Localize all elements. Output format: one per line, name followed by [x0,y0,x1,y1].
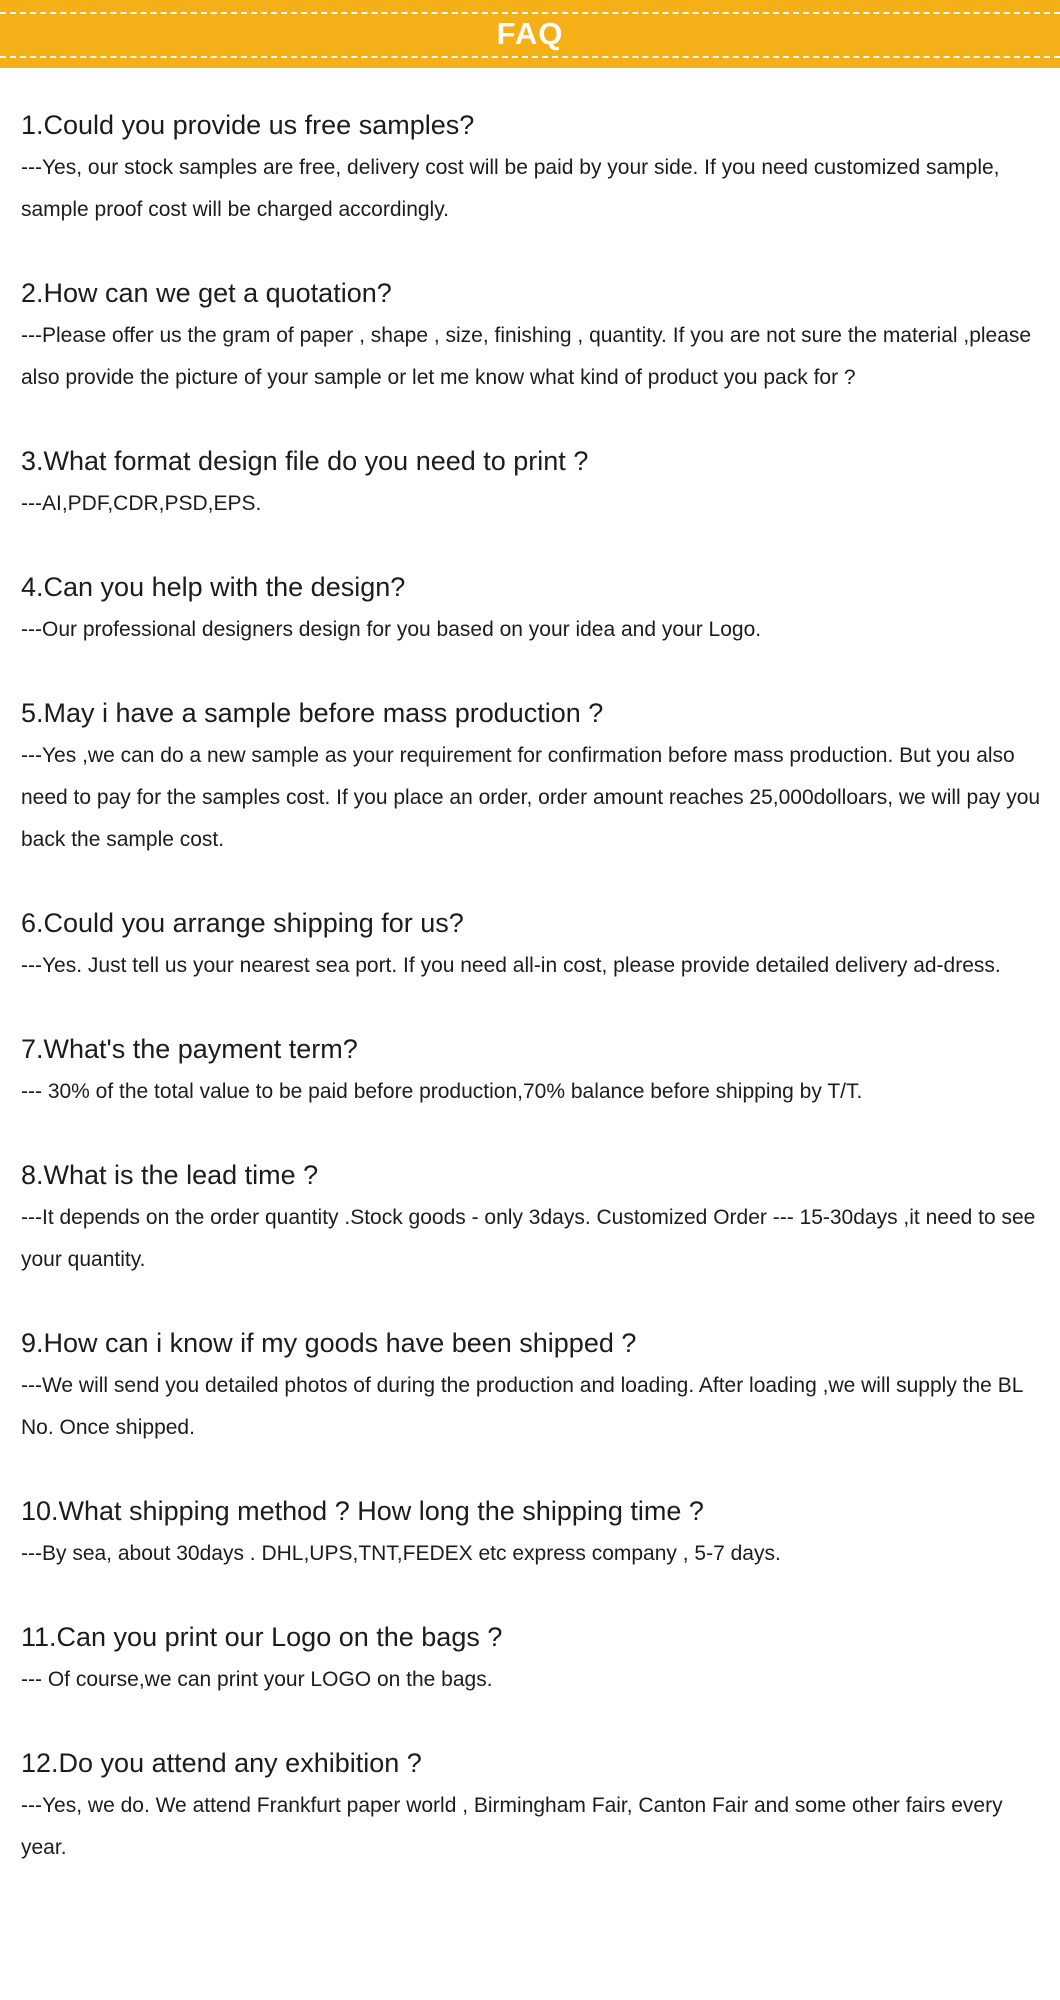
faq-header-banner [0,0,1060,68]
faq-item [21,1030,1046,1113]
faq-question: 9.How can i know if my goods have been shipped ? [21,1328,637,1358]
faq-answer: ---Please offer us the gram of paper , shape , size, finishing , quantity. If you are not sure the material ,please also provide the picture of your sample or let me know what kind of product you pack for ? [21,324,1032,389]
faq-question: 6.Could you arrange shipping for us? [21,908,464,938]
faq-answer: --- 30% of the total value to be paid before production,70% balance before shipping by T/T. [21,1080,863,1103]
faq-question: 11.Can you print our Logo on the bags ? [21,1622,503,1652]
faq-answer: ---Yes, we do. We attend Frankfurt paper world , Birmingham Fair, Canton Fair and some other fairs every year. [21,1794,1003,1859]
faq-item [21,1618,1046,1701]
faq-question: 12.Do you attend any exhibition ? [21,1748,422,1778]
faq-question: 8.What is the lead time ? [21,1160,319,1190]
faq-answer: ---Yes. Just tell us your nearest sea port. If you need all-in cost, please provide detailed delivery ad-dress. [21,954,1001,977]
faq-answer: ---We will send you detailed photos of during the production and loading. After loading ,we will supply the BL No. Once shipped. [21,1374,1023,1439]
faq-question: 10.What shipping method ? How long the shipping time ? [21,1496,704,1526]
faq-question: 4.Can you help with the design? [21,572,406,602]
faq-list [21,106,1046,1912]
faq-item [21,1156,1046,1281]
faq-answer: --- Of course,we can print your LOGO on the bags. [21,1668,493,1691]
faq-answer: ---Our professional designers design for you based on your idea and your Logo. [21,618,762,641]
header-dashed-border-top [0,12,1060,14]
faq-item [21,274,1046,399]
faq-answer: ---It depends on the order quantity .Stock goods - only 3days. Customized Order --- 15-30days ,it need to see your quantity. [21,1206,1036,1271]
faq-item [21,442,1046,525]
page-title: FAQ [496,16,564,51]
faq-item [21,106,1046,231]
faq-question: 1.Could you provide us free samples? [21,110,475,140]
faq-question: 7.What's the payment term? [21,1034,358,1064]
faq-answer: ---AI,PDF,CDR,PSD,EPS. [21,492,262,515]
faq-question: 3.What format design file do you need to print ? [21,446,589,476]
faq-item [21,1744,1046,1869]
faq-question: 2.How can we get a quotation? [21,278,392,308]
faq-question: 5.May i have a sample before mass production ? [21,698,604,728]
faq-answer: ---Yes, our stock samples are free, delivery cost will be paid by your side. If you need customized sample, sample proof cost will be charged accordingly. [21,156,1000,221]
faq-answer: ---Yes ,we can do a new sample as your requirement for confirmation before mass production. But you also need to pay for the samples cost. If you place an order, order amount reaches 25,000dolloars, we will pay you back the sample cost. [21,744,1041,851]
header-dashed-border-bottom [0,56,1060,58]
faq-item [21,694,1046,861]
faq-item [21,1324,1046,1449]
faq-item [21,568,1046,651]
faq-answer: ---By sea, about 30days . DHL,UPS,TNT,FEDEX etc express company , 5-7 days. [21,1542,781,1565]
faq-item [21,904,1046,987]
faq-item [21,1492,1046,1575]
